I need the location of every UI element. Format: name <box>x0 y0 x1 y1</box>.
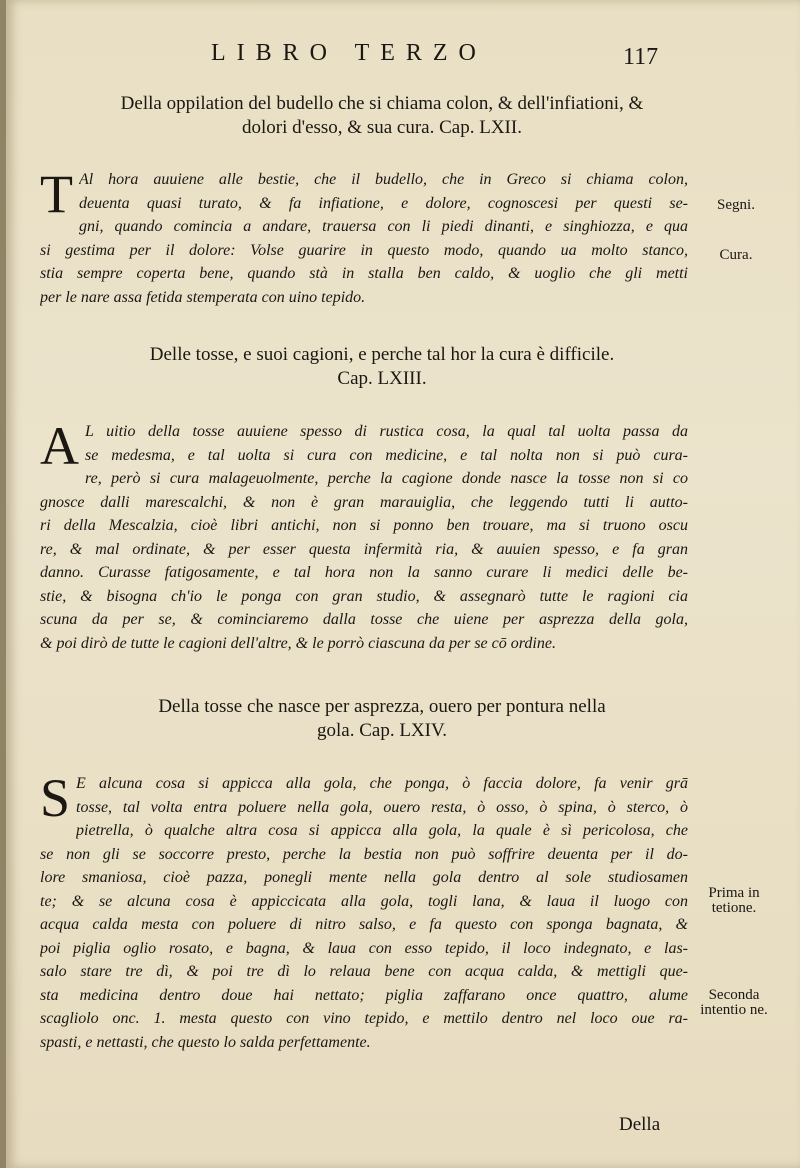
heading-line: Della tosse che nasce per asprezza, ouero per pontura nella <box>158 696 606 717</box>
chapter-body-64 <box>40 768 688 1054</box>
text-line: tosse, tal volta entra poluere nella gola, ouero resta, ò osso, ò spina, ò sterco, ò <box>76 798 688 816</box>
margin-note-seconda-intentione: Seconda intentio ne. <box>700 987 768 1018</box>
text-line: gni, quando comincia a andare, trauersa con li piedi dinanti, e singhiozza, e qua <box>79 218 688 235</box>
text-line: deuenta quasi turato, & fa infiatione, e dolore, cognoscesi per questi se- <box>79 194 688 212</box>
chapter-heading-62 <box>62 92 702 140</box>
text-line: per le nare assa fetida stemperata con uino tepido. <box>40 288 366 306</box>
text-line: Al hora auuiene alle bestie, che il budello, che in Greco si chiama colon, <box>79 171 688 188</box>
margin-note-segni: Segni. <box>717 197 755 213</box>
text-line: lore smaniosa, cioè pazza, ponegli mente nella gola dentro al sole studiosamen <box>40 869 688 886</box>
margin-note-prima-intentione: Prima in tetione. <box>708 885 760 916</box>
page-header <box>6 40 800 80</box>
text-line: gnosce dalli marescalchi, & non è gran marauiglia, che leggendo tutti li autto- <box>40 493 688 511</box>
text-line: se medesma, e tal uolta si cura con medicine, e tal nolta non si può cura- <box>85 446 688 464</box>
catchword: Della <box>619 1114 661 1135</box>
text-line: stie, & bisogna ch'io le ponga con gran studio, & assegnarò tutte le ragioni cia <box>40 587 688 605</box>
text-line: E alcuna cosa si appicca alla gola, che ponga, ò faccia dolore, fa venir grā <box>76 775 688 792</box>
text-line: scagliolo onc. 1. mesta questo con vino tepido, e mettilo dentro nel loco oue ra- <box>40 1010 688 1027</box>
chapter-heading-63 <box>62 343 702 391</box>
heading-line: dolori d'esso, & sua cura. Cap. LXII. <box>242 117 522 138</box>
heading-line: Cap. LXIII. <box>337 368 427 389</box>
heading-line: Delle tosse, e suoi cagioni, e perche tal hor la cura è difficile. <box>149 344 615 365</box>
chapter-body-62 <box>40 164 688 309</box>
text-line: danno. Curasse fatigosamente, e tal hora non la sanno curare li medici delle be- <box>40 564 688 581</box>
text-line: stia sempre coperta bene, quando stà in stalla ben caldo, & uoglio che gli metti <box>40 265 688 282</box>
text-line: poi piglia oglio rosato, e bagna, & laua con esso tepido, il loco indegnato, e las- <box>40 939 688 957</box>
text-line: salo stare tre dì, & poi tre dì lo relaua bene con acqua calda, & mettigli que- <box>40 963 688 980</box>
text-line: sta medicina dentro doue hai nettato; piglia zaffarano once quattro, alume <box>40 986 688 1004</box>
text-line: si gestima per il dolore: Volse guarire in questo modo, quando ua molto stanco, <box>40 241 688 259</box>
text-line: scuna da per se, & cominciaremo dalla tosse che uiene per asprezza della gola, <box>40 611 688 628</box>
chapter-body-63 <box>40 416 688 655</box>
drop-cap: T <box>40 164 73 224</box>
heading-line: Della oppilation del budello che si chiama colon, & dell'infiationi, & <box>120 93 644 114</box>
text-line: acqua calda mesta con poluere di nitro salso, e fa questo con sponga bagnata, & <box>40 916 688 933</box>
text-line: ri della Mescalzia, cioè libri antichi, non si ponno ben trouare, ma si truono oscu <box>40 517 688 534</box>
text-line: spasti, e nettasti, che questo lo salda perfettamente. <box>40 1033 371 1051</box>
text-line: & poi dirò de tutte le cagioni dell'altre, & le porrò ciascuna da per se cō ordine. <box>40 634 556 652</box>
book-page <box>6 0 800 1168</box>
drop-cap: S <box>40 768 71 828</box>
page-number: 117 <box>623 44 659 70</box>
text-line: se non gli se soccorre presto, perche la bestia non può soffrire deuenta per il do- <box>40 845 688 863</box>
text-line: re, però si cura malageuolmente, perche la cagione donde nasce la tosse non si co <box>85 470 688 487</box>
drop-cap: A <box>40 416 79 476</box>
text-line: re, & mal ordinate, & per esser questa infermità ria, & auuien spesso, e fa gran <box>40 540 688 558</box>
margin-note-cura: Cura. <box>719 247 753 263</box>
text-line: L uitio della tosse auuiene spesso di rustica cosa, la qual tal uolta passa da <box>85 423 688 440</box>
text-line: pietrella, ò qualche altra cosa si appicca alla gola, la quale è sì pericolosa, che <box>76 822 688 839</box>
text-line: te; & se alcuna cosa è appiccicata alla gola, togli lana, & laua il luogo con <box>40 892 688 910</box>
running-head: LIBRO TERZO <box>211 40 487 66</box>
chapter-heading-64 <box>62 695 702 743</box>
heading-line: gola. Cap. LXIV. <box>317 720 447 741</box>
